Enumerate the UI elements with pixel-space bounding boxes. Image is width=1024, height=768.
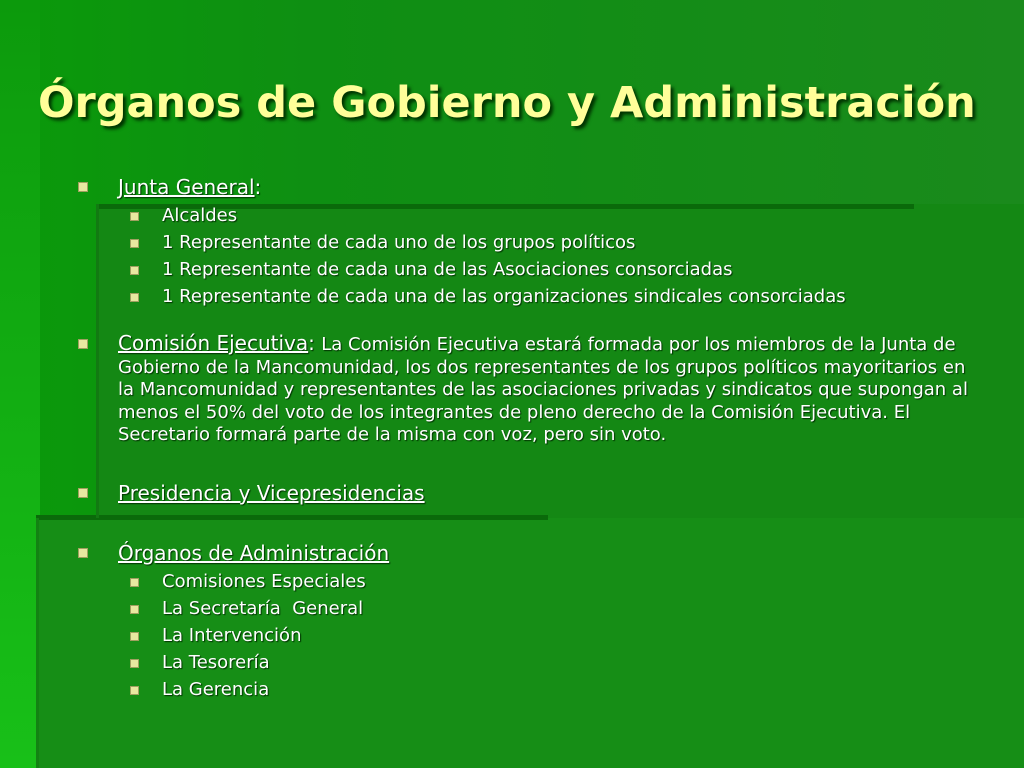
sub-bullet-text: 1 Representante de cada una de las Asociaciones consorciadas bbox=[162, 259, 733, 280]
sub-bullet-item bbox=[78, 283, 978, 310]
section-heading-suffix: : bbox=[254, 175, 262, 199]
sub-bullet-text: 1 Representante de cada uno de los grupos políticos bbox=[162, 232, 636, 253]
sub-bullet-text: 1 Representante de cada una de las organizaciones sindicales consorciadas bbox=[162, 286, 846, 307]
section-description: La Comisión Ejecutiva estará formada por los miembros de la Junta de Gobierno de la Mancomunidad, los dos representantes de los grupos políticos mayoritarios en la Mancomunidad y representantes de las asociaciones privadas y sindicatos que supongan al menos el 50% del voto de los integrantes de pleno derecho de la Comisión Ejecutiva. El Secretario formará parte de la misma con voz, pero sin voto. bbox=[118, 334, 968, 445]
section-heading: Comisión Ejecutiva bbox=[118, 331, 309, 355]
square-bullet-icon bbox=[130, 239, 139, 248]
decorative-shadow-line bbox=[36, 518, 39, 768]
sub-bullet-text: La Secretaría General bbox=[162, 597, 364, 619]
square-bullet-icon bbox=[130, 212, 139, 221]
square-bullet-icon bbox=[130, 686, 139, 695]
sub-bullet-item bbox=[78, 622, 978, 649]
square-bullet-icon bbox=[130, 659, 139, 668]
sub-bullet-text: La Tesorería bbox=[162, 651, 270, 673]
square-bullet-icon bbox=[130, 578, 139, 587]
sub-bullet-text: Comisiones Especiales bbox=[162, 570, 366, 592]
bullet-comision-ejecutiva bbox=[78, 333, 978, 446]
square-bullet-icon bbox=[78, 339, 88, 349]
sub-bullet-item bbox=[78, 676, 978, 703]
square-bullet-icon bbox=[78, 182, 88, 192]
sub-bullet-item bbox=[78, 595, 978, 622]
square-bullet-icon bbox=[78, 548, 88, 558]
square-bullet-icon bbox=[130, 266, 139, 275]
section-heading: Junta General bbox=[118, 175, 255, 199]
sub-bullet-text: Alcaldes bbox=[162, 205, 238, 226]
square-bullet-icon bbox=[78, 488, 88, 498]
sub-bullet-item bbox=[78, 649, 978, 676]
background-left-strip bbox=[0, 0, 40, 768]
square-bullet-icon bbox=[130, 605, 139, 614]
square-bullet-icon bbox=[130, 293, 139, 302]
slide-title: Órganos de Gobierno y Administración bbox=[38, 78, 976, 128]
sub-bullet-text: La Gerencia bbox=[162, 678, 270, 700]
bullet-organos-administracion bbox=[78, 542, 978, 564]
section-heading: Presidencia y Vicepresidencias bbox=[118, 480, 425, 505]
slide-content bbox=[78, 176, 978, 703]
sub-bullet-item bbox=[78, 256, 978, 283]
sub-bullet-item bbox=[78, 202, 978, 229]
square-bullet-icon bbox=[130, 632, 139, 641]
sub-bullet-text: La Intervención bbox=[162, 624, 302, 646]
bullet-junta-general bbox=[78, 176, 978, 198]
sub-bullet-item bbox=[78, 229, 978, 256]
section-heading: Órganos de Administración bbox=[118, 540, 390, 565]
bullet-presidencia bbox=[78, 482, 978, 504]
sub-bullet-item bbox=[78, 568, 978, 595]
section-heading-suffix: : bbox=[308, 331, 315, 355]
